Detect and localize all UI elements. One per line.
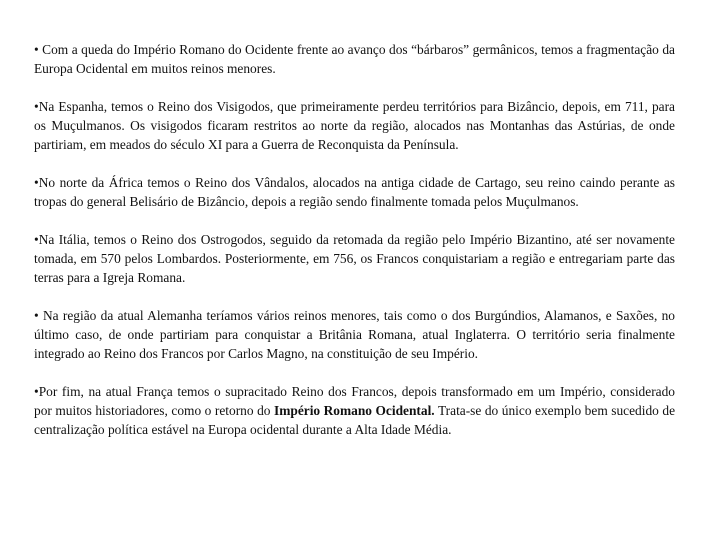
document-body [34, 40, 675, 458]
paragraph-3 [34, 173, 675, 211]
paragraph-6 [34, 382, 675, 439]
paragraph-text: Com a queda do Império Romano do Ocidente frente ao avanço dos “bárbaros” germânicos, temos a fragmentação da Europa Ocidental em muitos reinos menores. [34, 42, 675, 76]
bullet: • [34, 99, 39, 114]
bullet: • [34, 232, 39, 247]
bullet: • [34, 384, 39, 399]
paragraph-text: Na região da atual Alemanha teríamos vários reinos menores, tais como o dos Burgúndios, Alamanos, e Saxões, no último caso, de onde partiriam para conquistar a Britânia Romana, atual Inglaterra. O território seria finalmente integrado ao Reino dos Francos por Carlos Magno, na constituição de seu Império. [34, 308, 675, 361]
paragraph-5 [34, 306, 675, 363]
paragraph-text: Por fim, na atual França temos o supracitado Reino dos Francos, depois transformado em um Império, considerado por muitos historiadores, como o retorno do [34, 384, 675, 418]
paragraph-1 [34, 40, 675, 78]
paragraph-4 [34, 230, 675, 287]
bullet: • [34, 42, 39, 57]
paragraph-text: No norte da África temos o Reino dos Vândalos, alocados na antiga cidade de Cartago, seu reino caindo perante as tropas do general Belisário de Bizâncio, depois a região sendo finalmente tomada pelos Muçulmanos. [34, 175, 675, 209]
paragraph-2 [34, 97, 675, 154]
paragraph-text: Na Espanha, temos o Reino dos Visigodos, que primeiramente perdeu territórios para Bizâncio, depois, em 711, para os Muçulmanos. Os visigodos ficaram restritos ao norte da região, alocados nas Montanhas das Astúrias, de onde partiriam, em meados do século XI para a Guerra de Reconquista da Península. [34, 99, 675, 152]
paragraph-text-end: Trata-se do único exemplo bem sucedido de centralização política estável na Europa ocidental durante a Alta Idade Média. [34, 403, 676, 437]
bullet: • [34, 308, 39, 323]
bullet: • [34, 175, 39, 190]
emphasis-text: Império Romano Ocidental. [274, 403, 435, 418]
paragraph-text: Na Itália, temos o Reino dos Ostrogodos, seguido da retomada da região pelo Império Bizantino, até ser novamente tomada, em 570 pelos Lombardos. Posteriormente, em 756, os Francos conquistariam a região e entregariam parte das terras para a Igreja Romana. [34, 232, 675, 285]
